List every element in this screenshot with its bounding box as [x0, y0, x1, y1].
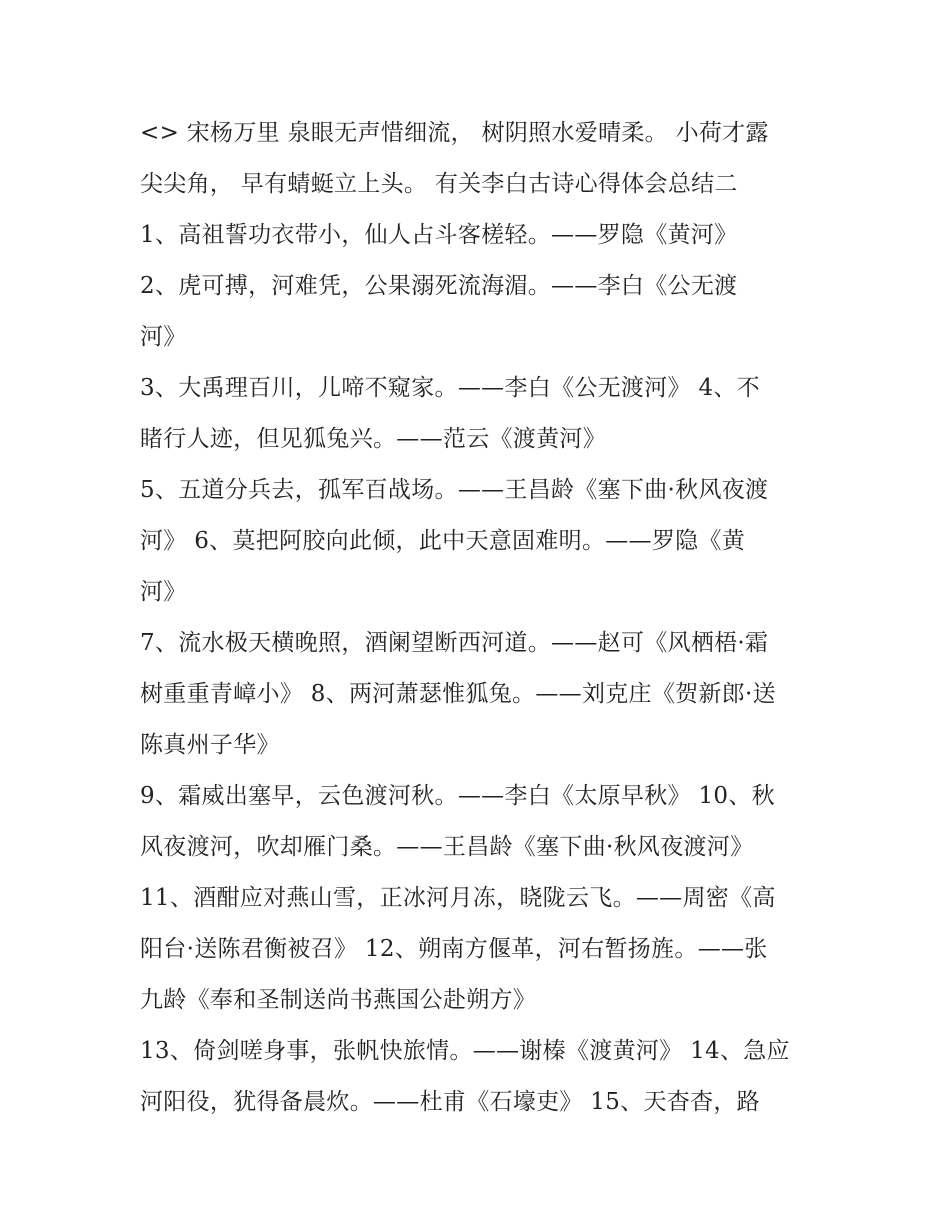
text-line: 河》: [140, 324, 187, 350]
text-line: 5、五道分兵去，孤军百战场。——王昌龄《塞下曲·秋风夜渡: [140, 477, 769, 503]
text-line: 11、酒酣应对燕山雪，正冰河月冻，晓陇云飞。——周密《高: [140, 885, 776, 911]
text-line: 1、高祖誓功衣带小，仙人占斗客槎轻。——罗隐《黄河》: [140, 222, 738, 248]
text-line: 河》 6、莫把阿胶向此倾，此中天意固难明。——罗隐《黄: [140, 528, 746, 554]
text-line: 陈真州子华》: [140, 732, 280, 758]
text-line: <> 宋杨万里 泉眼无声惜细流， 树阴照水爱晴柔。 小荷才露: [140, 120, 769, 146]
document-body: [140, 108, 830, 1128]
text-line: 河》: [140, 579, 187, 605]
text-line: 13、倚剑嗟身事，张帆快旅情。——谢榛《渡黄河》 14、急应: [140, 1038, 790, 1064]
text-line: 风夜渡河，吹却雁门桑。——王昌龄《塞下曲·秋风夜渡河》: [140, 834, 754, 860]
text-line: 3、大禹理百川，儿啼不窥家。——李白《公无渡河》 4、不: [140, 375, 760, 401]
text-line: 阳台·送陈君衡被召》 12、朔南方偃革，河右暂扬旌。——张: [140, 936, 768, 962]
text-line: 尖尖角， 早有蜻蜓立上头。 有关李白古诗心得体会总结二: [140, 171, 738, 197]
text-line: 9、霜威出塞早，云色渡河秋。——李白《太原早秋》 10、秋: [140, 783, 775, 809]
text-line: 7、流水极天横晚照，酒阑望断西河道。——赵可《风栖梧·霜: [140, 630, 769, 656]
text-line: 2、虎可搏，河难凭，公果溺死流海湄。——李白《公无渡: [140, 273, 738, 299]
text-line: 睹行人迹，但见狐兔兴。——范云《渡黄河》: [140, 426, 606, 452]
text-line: 树重重青嶂小》 8、两河萧瑟惟狐兔。——刘克庄《贺新郎·送: [140, 681, 776, 707]
text-line: 河阳役，犹得备晨炊。——杜甫《石壕吏》 15、天杳杳，路: [140, 1089, 760, 1115]
text-line: 九龄《奉和圣制送尚书燕国公赴朔方》: [140, 987, 537, 1013]
